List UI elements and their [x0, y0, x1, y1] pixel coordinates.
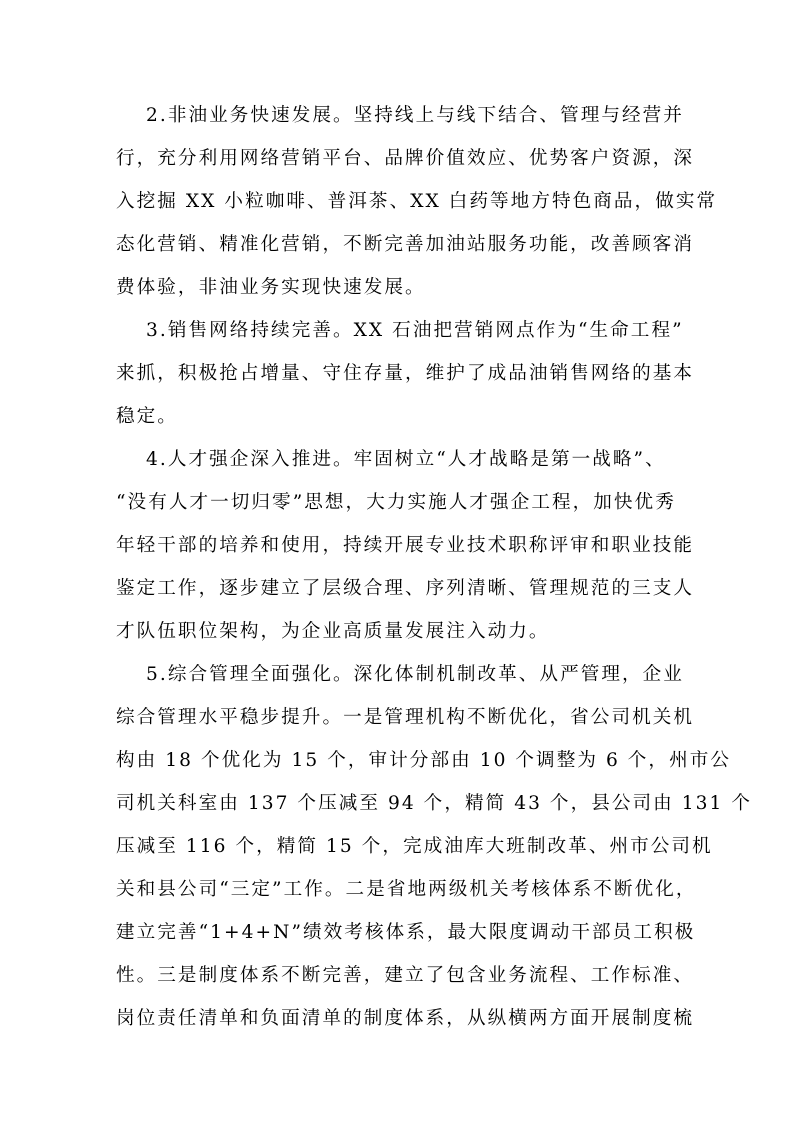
- paragraph-line: 3.销售网络持续完善。XX 石油把营销网点作为“生命工程”: [146, 320, 684, 341]
- paragraph-line: 压减至 116 个，精简 15 个，完成油库大班制改革、州市公司机: [116, 836, 713, 857]
- paragraph-line: 鉴定工作，逐步建立了层级合理、序列清晰、管理规范的三支人: [116, 578, 695, 599]
- paragraph-line: 岗位责任清单和负面清单的制度体系，从纵横两方面开展制度梳: [116, 1008, 695, 1029]
- paragraph-line: 司机关科室由 137 个压减至 94 个，精简 43 个，县公司由 131 个: [116, 793, 753, 814]
- paragraph-line: 才队伍职位架构，为企业高质量发展注入动力。: [116, 621, 550, 642]
- paragraph-line: 关和县公司“三定”工作。二是省地两级机关考核体系不断优化，: [116, 879, 697, 900]
- paragraph-line: 行，充分利用网络营销平台、品牌价值效应、优势客户资源，深: [116, 148, 695, 169]
- paragraph-line: 态化营销、精准化营销，不断完善加油站服务功能，改善顾客消: [116, 234, 695, 255]
- paragraph-line: 建立完善“1+4+N”绩效考核体系，最大限度调动干部员工积极: [116, 922, 696, 943]
- paragraph-line: “没有人才一切归零”思想，大力实施人才强企工程，加快优秀: [116, 492, 676, 513]
- paragraph-line: 5.综合管理全面强化。深化体制机制改革、从严管理，企业: [146, 664, 684, 685]
- paragraph-line: 4.人才强企深入推进。牢固树立“人才战略是第一战略”、: [146, 449, 666, 470]
- paragraph-line: 性。三是制度体系不断完善，建立了包含业务流程、工作标准、: [116, 965, 695, 986]
- paragraph-line: 构由 18 个优化为 15 个，审计分部由 10 个调整为 6 个，州市公: [116, 750, 732, 771]
- paragraph-line: 入挖掘 XX 小粒咖啡、普洱茶、XX 白药等地方特色商品，做实常: [116, 191, 718, 212]
- paragraph-line: 费体验，非油业务实现快速发展。: [116, 277, 426, 298]
- paragraph-line: 综合管理水平稳步提升。一是管理机构不断优化，省公司机关机: [116, 707, 695, 728]
- paragraph-line: 稳定。: [116, 406, 178, 427]
- paragraph-line: 2.非油业务快速发展。坚持线上与线下结合、管理与经营并: [146, 105, 684, 126]
- paragraph-line: 来抓，积极抢占增量、守住存量，维护了成品油销售网络的基本: [116, 363, 695, 384]
- paragraph-line: 年轻干部的培养和使用，持续开展专业技术职称评审和职业技能: [116, 535, 695, 556]
